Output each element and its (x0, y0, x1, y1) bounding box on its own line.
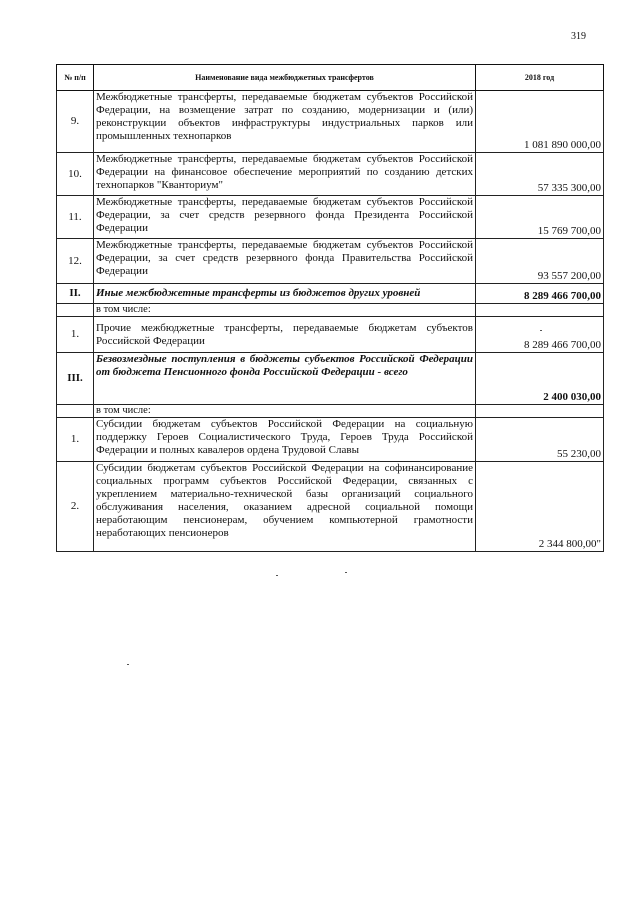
row-num: 10. (57, 153, 94, 196)
scan-speck (276, 575, 278, 576)
table-row (57, 462, 604, 552)
row-amount: 15 769 700,00 (476, 196, 604, 239)
row-name: Межбюджетные трансферты, передаваемые бюджетам субъектов Российской Федерации, за счет средств резервного фонда Президента Российской Федерации (94, 196, 476, 239)
row-amount: 55 230,00 (476, 418, 604, 462)
row-num: 12. (57, 239, 94, 284)
header-name: Наименование вида межбюджетных трансфертов (94, 65, 476, 91)
row-amount: 57 335 300,00 (476, 153, 604, 196)
section-row (57, 353, 604, 405)
section-num: III. (57, 353, 94, 405)
section-amount: 2 400 030,00 (476, 353, 604, 405)
table-header-row (57, 65, 604, 91)
subheader-num-cell (57, 405, 94, 418)
row-num: 1. (57, 317, 94, 353)
row-amount: 1 081 890 000,00 (476, 91, 604, 153)
row-name: Межбюджетные трансферты, передаваемые бюджетам субъектов Российской Федерации на финансовое обеспечение мероприятий по созданию детских технопарков "Кванториум" (94, 153, 476, 196)
scan-speck (345, 572, 347, 573)
row-name: Прочие межбюджетные трансферты, передаваемые бюджетам субъектов Российской Федерации (94, 317, 476, 353)
subheader-amount-cell (476, 405, 604, 418)
section-name: Иные межбюджетные трансферты из бюджетов других уровней (94, 284, 476, 304)
subheader-row (57, 304, 604, 317)
scan-speck (127, 664, 129, 665)
row-amount: 2 344 800,00" (476, 462, 604, 552)
row-amount: 93 557 200,00 (476, 239, 604, 284)
row-num: 9. (57, 91, 94, 153)
table-row (57, 153, 604, 196)
subheader-num-cell (57, 304, 94, 317)
row-name: Субсидии бюджетам субъектов Российской Федерации на софинансирование социальных программ субъектов Российской Федерации, связанных с укреплением материально-технической базы организаций социального обслуживания населения, оказанием адресной социальной помощи неработающим пенсионерам, обучением компьютерной грамотности неработающих пенсионеров (94, 462, 476, 552)
subheader-label: в том числе: (94, 405, 476, 418)
page-number: 319 (571, 31, 586, 42)
row-amount: 8 289 466 700,00 (476, 317, 604, 353)
row-name: Субсидии бюджетам субъектов Российской Федерации на социальную поддержку Героев Социалистического Труда, Героев Труда Российской Федерации и полных кавалеров ордена Трудовой Славы (94, 418, 476, 462)
row-num: 1. (57, 418, 94, 462)
row-num: 2. (57, 462, 94, 552)
table-row (57, 91, 604, 153)
row-name: Межбюджетные трансферты, передаваемые бюджетам субъектов Российской Федерации, на возмещение затрат по созданию, модернизации и (или) реконструкции объектов инфраструктуры индустриальных парков или промышленных технопарков (94, 91, 476, 153)
row-name: Межбюджетные трансферты, передаваемые бюджетам субъектов Российской Федерации, за счет средств резервного фонда Правительства Российской Федерации (94, 239, 476, 284)
section-amount: 8 289 466 700,00 (476, 284, 604, 304)
section-name: Безвозмездные поступления в бюджеты субъектов Российской Федерации от бюджета Пенсионного фонда Российской Федерации - всего (94, 353, 476, 405)
header-num: № п/п (57, 65, 94, 91)
transfers-table (56, 64, 604, 552)
table-row (57, 196, 604, 239)
section-num: II. (57, 284, 94, 304)
subheader-amount-cell (476, 304, 604, 317)
table-row (57, 317, 604, 353)
scan-speck (540, 330, 542, 331)
section-row (57, 284, 604, 304)
table-row (57, 418, 604, 462)
header-year: 2018 год (476, 65, 604, 91)
subheader-row (57, 405, 604, 418)
subheader-label: в том числе: (94, 304, 476, 317)
row-num: 11. (57, 196, 94, 239)
table-row (57, 239, 604, 284)
